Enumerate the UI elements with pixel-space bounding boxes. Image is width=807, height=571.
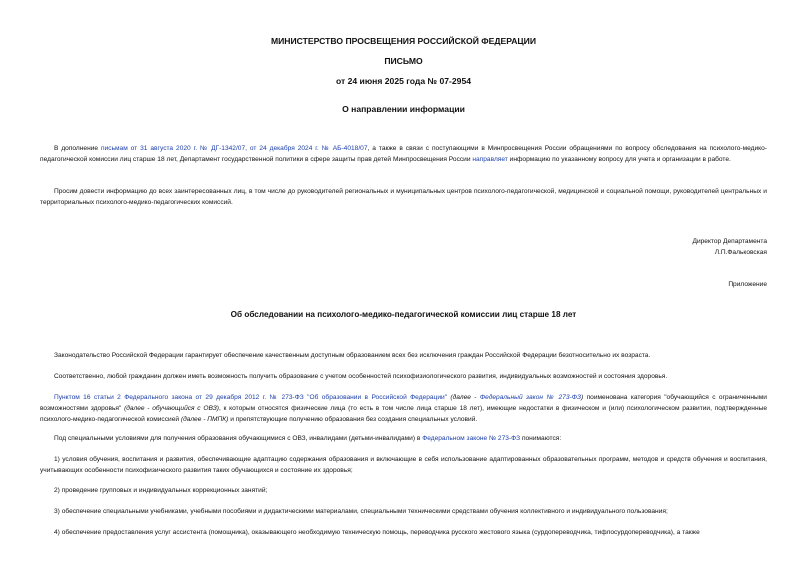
appendix-paragraph-2: Соответственно, любой гражданин должен иметь возможность получить образование с учетом особенностей психофизиологического развития, индивидуальных возможностей и состояния здоровья. (54, 373, 668, 380)
letters-link[interactable]: письмам от 31 августа 2020 г. № ДГ-1342/07, от 24 декабря 2024 г. № АБ-4018/07 (101, 145, 368, 152)
appendix-label: Приложение (728, 281, 767, 288)
list-item-1: 1) условия обучения, воспитания и развития, обеспечивающие адаптацию содержания образования и включающие в себя использование адаптированных образовательных программ, методов и средств обучения и воспитания, учитывающих особенности психофизического развития таких обучающихся и состояние их здоровья; (40, 456, 767, 474)
sends-link[interactable]: направляет (472, 156, 508, 163)
federal-law-link[interactable]: Федеральном законе № 273-ФЗ (422, 435, 521, 442)
list-item-4: 4) обеспечение предоставления услуг ассистента (помощника), оказывающего необходимую техническую помощь, переводчика русского жестового языка (сурдопереводчика, тифлосурдопереводчика), а также (54, 529, 700, 536)
appendix-title: Об обследовании на психолого-медико-педагогической комиссии лиц старше 18 лет (230, 310, 577, 319)
appendix-paragraph-4: Под специальными условиями для получения образования обучающимися с ОВЗ, инвалидами (детьми-инвалидами) в Федеральном законе № 273-ФЗ понимаются: (54, 435, 562, 442)
date-number: от 24 июня 2025 года № 07-2954 (335, 76, 472, 86)
doc-type-heading: ПИСЬМО (384, 56, 423, 66)
list-item-2: 2) проведение групповых и индивидуальных коррекционных занятий; (54, 487, 268, 494)
appendix-paragraph-1: Законодательство Российской Федерации гарантирует обеспечение качественным доступным образованием всех без исключения граждан Российской Федерации безотносительно их возраста. (54, 352, 651, 359)
subject-title: О направлении информации (342, 104, 465, 114)
list-item-3: 3) обеспечение специальными учебниками, учебными пособиями и дидактическими материалами, специальными техническими средствами обучения коллективного и индивидуального пользования; (54, 508, 668, 515)
law-273-short-link[interactable]: Федеральный закон № 273-ФЗ (479, 394, 582, 401)
appendix-paragraph-3: Пунктом 16 статьи 2 Федерального закона от 29 декабря 2012 г. № 273-ФЗ "Об образовании в Российской Федерации" (далее - Федеральный закон № 273-ФЗ) поименована категория "обучающийся с ограниченными возможностями здоровья" (далее - обучающийся с ОВЗ), к которым относятся физические лица (то есть в том числе лица старше 18 лет), имеющие недостатки в физическом и (или) психологическом развитии, подтвержденные психолого-медико-педагогической комиссией (далее - ПМПК) и препятствующие получению образования без создания специальных условий. (40, 394, 767, 423)
signature-name: Л.П.Фальковская (714, 249, 767, 256)
letter-paragraph-2: Просим довести информацию до всех заинтересованных лиц, в том числе до руководителей региональных и муниципальных центров психолого-педагогической, медицинской и социальной помощи, руководителей центральных и территориальных психолого-медико-педагогических комиссий. (40, 188, 767, 206)
law-273-link[interactable]: Пунктом 16 статьи 2 Федерального закона от 29 декабря 2012 г. № 273-ФЗ "Об образовании в Российской Федерации" (54, 394, 448, 401)
letter-paragraph-1: В дополнение письмам от 31 августа 2020 г. № ДГ-1342/07, от 24 декабря 2024 г. № АБ-4018/07, а также в связи с поступающими в Минпросвещения России обращениями по вопросу обследования на психолого-медико-педагогической комиссии лиц старше 18 лет, Департамент государственной политики в сфере защиты прав детей Минпросвещения России направляет информацию по указанному вопросу для учета и организации в работе. (40, 145, 767, 163)
ministry-heading: МИНИСТЕРСТВО ПРОСВЕЩЕНИЯ РОССИЙСКОЙ ФЕДЕРАЦИИ (270, 36, 537, 46)
signature-position: Директор Департамента (692, 238, 767, 245)
